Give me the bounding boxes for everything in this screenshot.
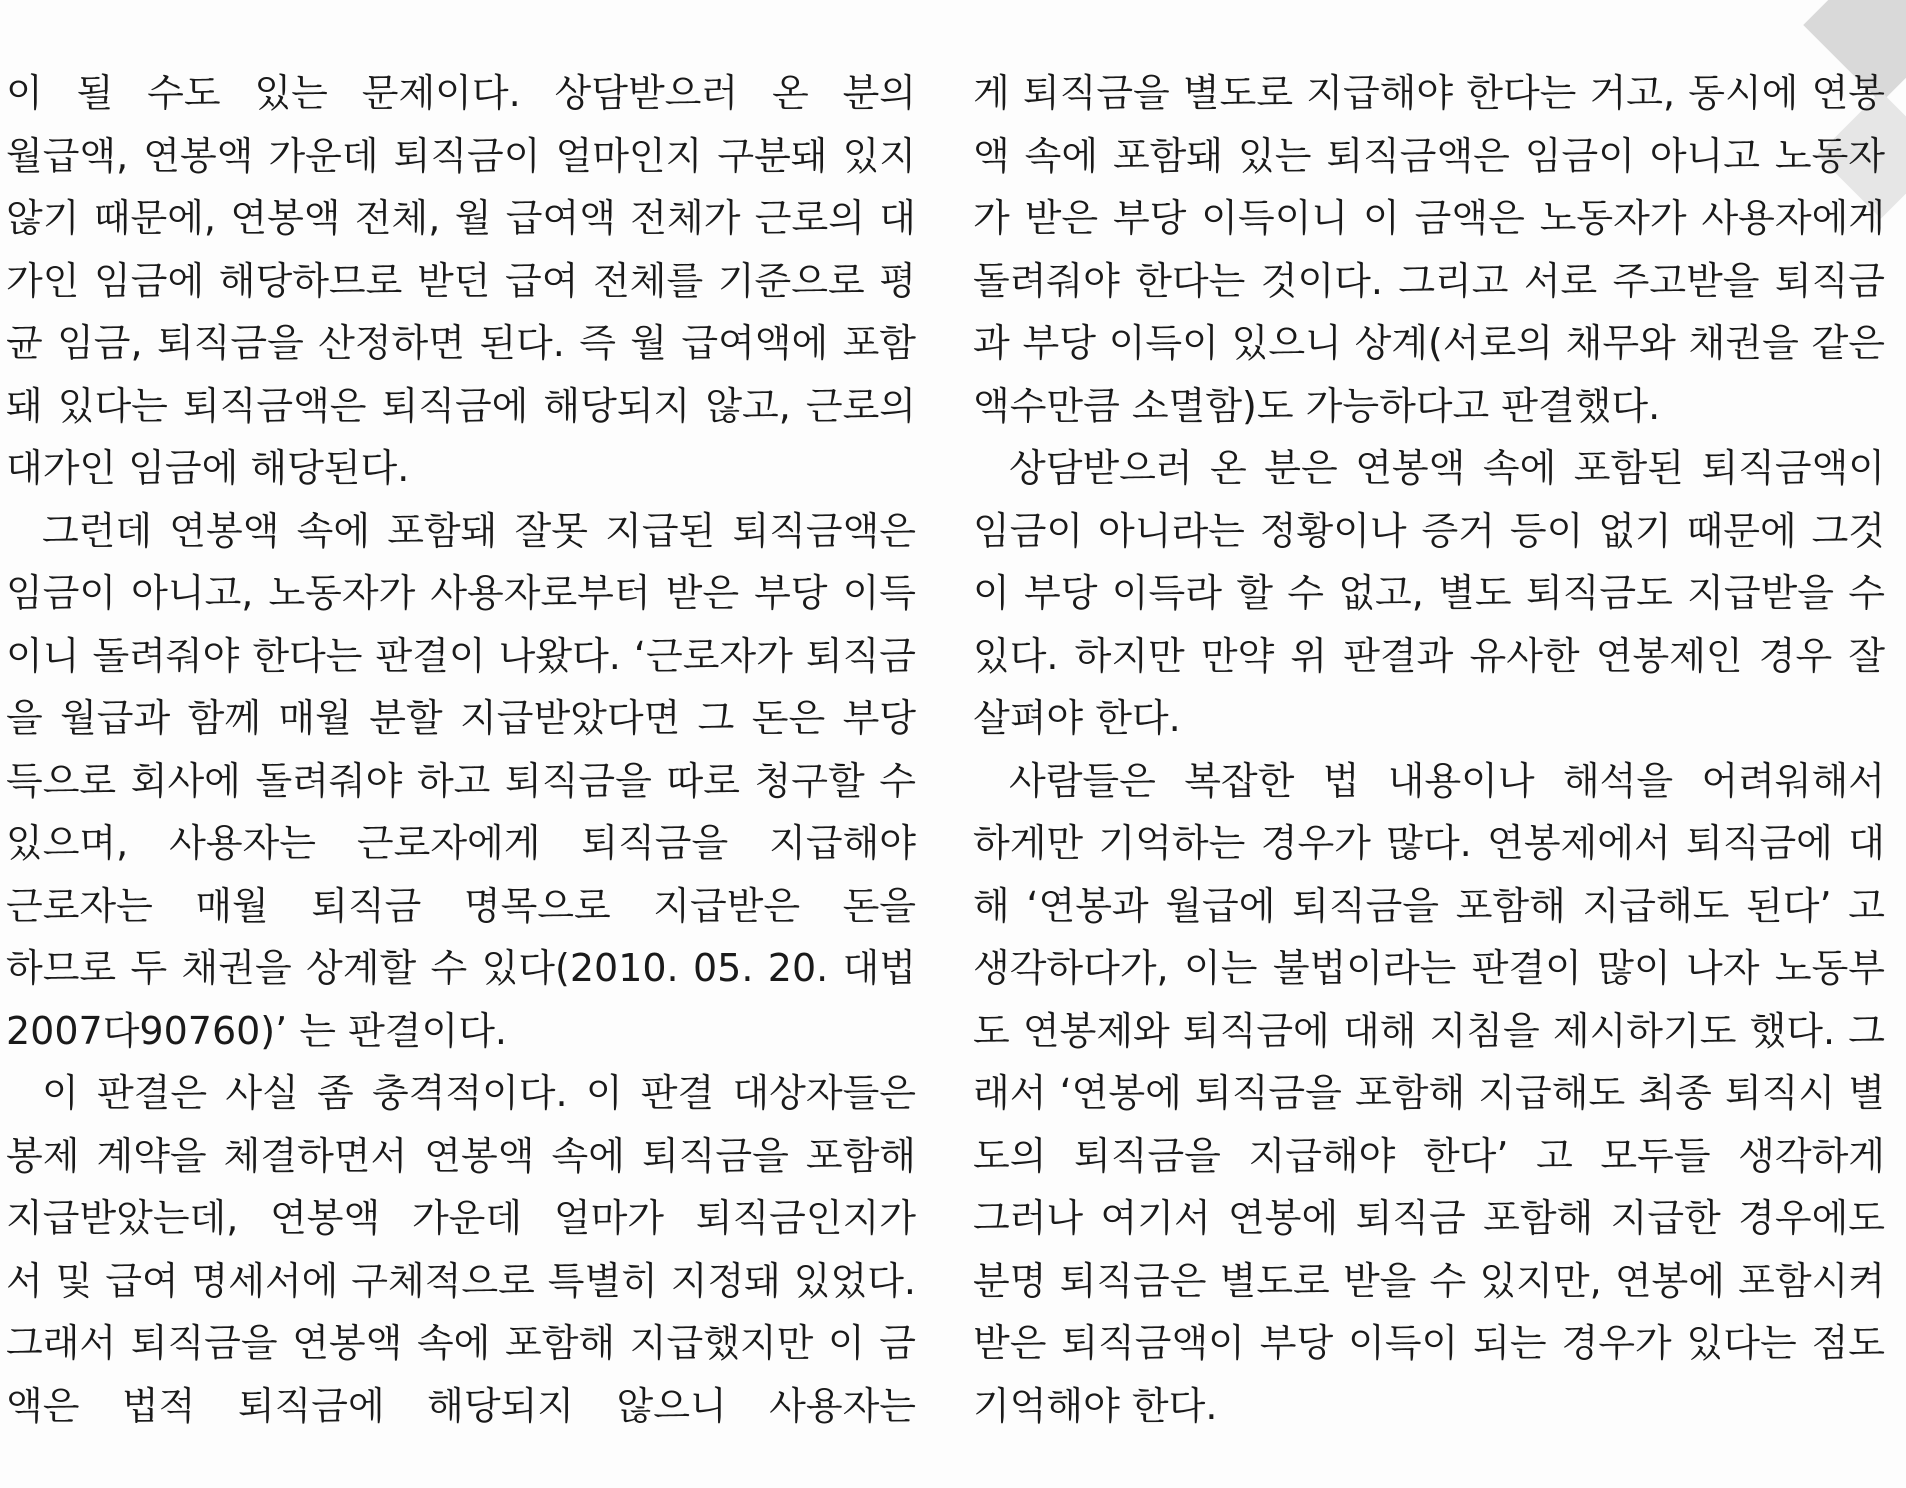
- text-line: 이 될 수도 있는 문제이다. 상담받으러 온 분의: [6, 71, 916, 115]
- text-line: 사람들은 복잡한 법 내용이나 해석을 어려워해서: [1009, 758, 1885, 803]
- text-line: 대가인 임금에 해당된다.: [6, 446, 410, 490]
- text-line: 지급받았는데, 연봉액 가운데 얼마가 퇴직금인지가: [6, 1196, 916, 1240]
- text-line: 서 및 급여 명세서에 구체적으로 특별히 지정돼 있었다.: [6, 1258, 916, 1303]
- text-line: 살펴야 한다.: [973, 696, 1181, 740]
- text-line: 그런데 연봉액 속에 포함돼 잘못 지급된 퇴직금액은: [42, 508, 916, 553]
- text-line: 월급액, 연봉액 가운데 퇴직금이 얼마인지 구분돼 있지: [6, 133, 916, 178]
- text-line: 생각하다가, 이는 불법이라는 판결이 많이 나자 노동부: [973, 946, 1885, 990]
- text-line: 액 속에 포함돼 있는 퇴직금액은 임금이 아니고 노동자: [973, 133, 1885, 178]
- text-line: 돌려줘야 한다는 것이다. 그리고 서로 주고받을 퇴직금: [973, 258, 1885, 303]
- text-line: 액은 법적 퇴직금에 해당되지 않으니 사용자는: [6, 1383, 916, 1428]
- text-line: 2007다90760)’ 는 판결이다.: [6, 1008, 507, 1053]
- text-line: 래서 ‘연봉에 퇴직금을 포함해 지급해도 최종 퇴직시 별: [973, 1071, 1885, 1115]
- text-line: 봉제 계약을 체결하면서 연봉액 속에 퇴직금을 포함해: [6, 1133, 916, 1178]
- text-line: 받은 퇴직금액이 부당 이득이 되는 경우가 있다는 점도: [973, 1321, 1885, 1365]
- text-line: 임금이 아니고, 노동자가 사용자로부터 받은 부당 이득: [6, 571, 916, 615]
- text-line: 이 판결은 사실 좀 충격적이다. 이 판결 대상자들은: [42, 1071, 916, 1115]
- text-line: 임금이 아니라는 정황이나 증거 등이 없기 때문에 그것: [973, 508, 1885, 553]
- text-line: 이니 돌려줘야 한다는 판결이 나왔다. ‘근로자가 퇴직금: [6, 633, 916, 678]
- text-line: 있다. 하지만 만약 위 판결과 유사한 연봉제인 경우 잘: [973, 633, 1885, 678]
- text-line: 돼 있다는 퇴직금액은 퇴직금에 해당되지 않고, 근로의: [6, 383, 916, 428]
- text-line: 게 퇴직금을 별도로 지급해야 한다는 거고, 동시에 연봉: [973, 71, 1885, 115]
- text-line: 분명 퇴직금은 별도로 받을 수 있지만, 연봉에 포함시켜: [973, 1258, 1885, 1303]
- text-line: 이 부당 이득라 할 수 없고, 별도 퇴직금도 지급받을 수: [973, 571, 1885, 615]
- text-line: 과 부당 이득이 있으니 상계(서로의 채무와 채권을 같은: [973, 321, 1885, 365]
- text-line: 근로자는 매월 퇴직금 명목으로 지급받은 돈을: [6, 883, 916, 928]
- text-line: 가인 임금에 해당하므로 받던 급여 전체를 기준으로 평: [6, 258, 916, 303]
- text-line: 해 ‘연봉과 월급에 퇴직금을 포함해 지급해도 된다’ 고: [973, 883, 1885, 928]
- text-line: 하게만 기억하는 경우가 많다. 연봉제에서 퇴직금에 대: [973, 821, 1885, 865]
- text-line: 그러나 여기서 연봉에 퇴직금 포함해 지급한 경우에도: [973, 1196, 1885, 1240]
- text-line: 있으며, 사용자는 근로자에게 퇴직금을 지급해야: [6, 821, 916, 865]
- text-line: 기억해야 한다.: [973, 1383, 1218, 1428]
- text-line: 않기 때문에, 연봉액 전체, 월 급여액 전체가 근로의 대: [6, 196, 916, 240]
- text-line: 도의 퇴직금을 지급해야 한다’ 고 모두들 생각하게: [973, 1133, 1885, 1178]
- text-line: 가 받은 부당 이득이니 이 금액은 노동자가 사용자에게: [973, 196, 1885, 240]
- left-text-column: [6, 62, 916, 1437]
- text-line: 상담받으러 온 분은 연봉액 속에 포함된 퇴직금액이: [1009, 446, 1885, 490]
- text-line: 액수만큼 소멸함)도 가능하다고 판결했다.: [973, 383, 1661, 428]
- right-text-column: [973, 62, 1885, 1437]
- text-line: 균 임금, 퇴직금을 산정하면 된다. 즉 월 급여액에 포함: [6, 321, 916, 365]
- text-line: 을 월급과 함께 매월 분할 지급받았다면 그 돈은 부당: [6, 696, 916, 740]
- text-line: 득으로 회사에 돌려줘야 하고 퇴직금을 따로 청구할 수: [6, 758, 916, 803]
- text-line: 도 연봉제와 퇴직금에 대해 지침을 제시하기도 했다. 그: [973, 1008, 1885, 1053]
- text-line: 그래서 퇴직금을 연봉액 속에 포함해 지급했지만 이 금: [6, 1321, 916, 1365]
- text-line: 하므로 두 채권을 상계할 수 있다(2010. 05. 20. 대법: [6, 946, 916, 990]
